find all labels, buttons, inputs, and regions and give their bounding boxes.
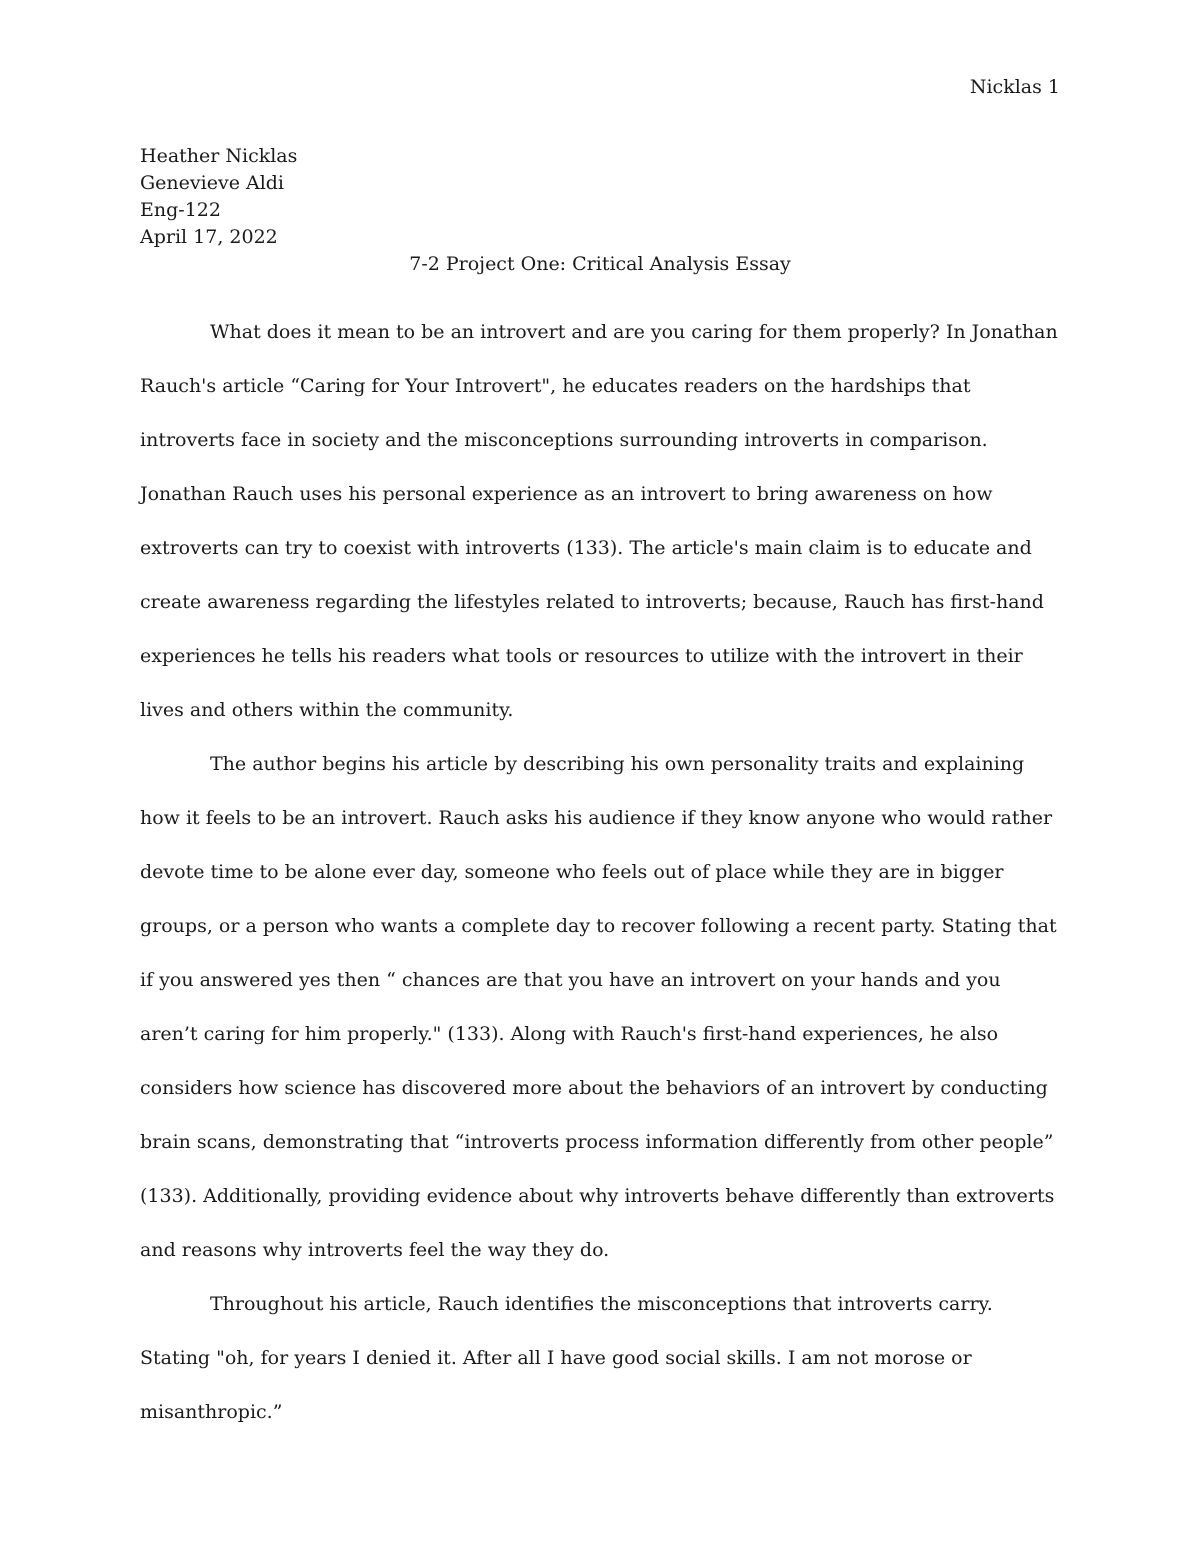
running-head: Nicklas 1 [969, 76, 1060, 98]
paragraph: What does it mean to be an introvert and are you caring for them properly? In Jonathan Rauch's article “Caring for Your Introvert", he educates readers on the hardships that introverts face in society and the misconceptions surrounding introverts in comparison. Jonathan Rauch uses his personal experience as an introvert to bring awareness on how extroverts can try to coexist with introverts (133). The article's main claim is to educate and create awareness regarding the lifestyles related to introverts; because, Rauch has first-hand experiences he tells his readers what tools or resources to utilize with the introvert in their lives and others within the community. [140, 321, 1058, 721]
essay-body [140, 305, 1060, 1439]
essay-title: 7-2 Project One: Critical Analysis Essay [409, 253, 791, 275]
paragraph: The author begins his article by describing his own personality traits and explaining how it feels to be an introvert. Rauch asks his audience if they know anyone who would rather devote time to be alone ever day, someone who feels out of place while they are in bigger groups, or a person who wants a complete day to recover following a recent party. Stating that if you answered yes then “ chances are that you have an introvert on your hands and you aren’t caring for him properly." (133). Along with Rauch's first-hand experiences, he also considers how science has discovered more about the behaviors of an introvert by conducting brain scans, demonstrating that “introverts process information differently from other people” (133). Additionally, providing evidence about why introverts behave differently than extroverts and reasons why introverts feel the way they do. [140, 753, 1057, 1261]
date: April 17, 2022 [140, 226, 278, 248]
mla-heading [140, 143, 297, 251]
paragraph: Throughout his article, Rauch identifies the misconceptions that introverts carry. Stating "oh, for years I denied it. After all I have good social skills. I am not morose or misanthropic.” [140, 1293, 993, 1423]
student-name: Heather Nicklas [140, 145, 298, 167]
instructor-name: Genevieve Aldi [140, 172, 285, 194]
course-code: Eng-122 [140, 199, 221, 221]
